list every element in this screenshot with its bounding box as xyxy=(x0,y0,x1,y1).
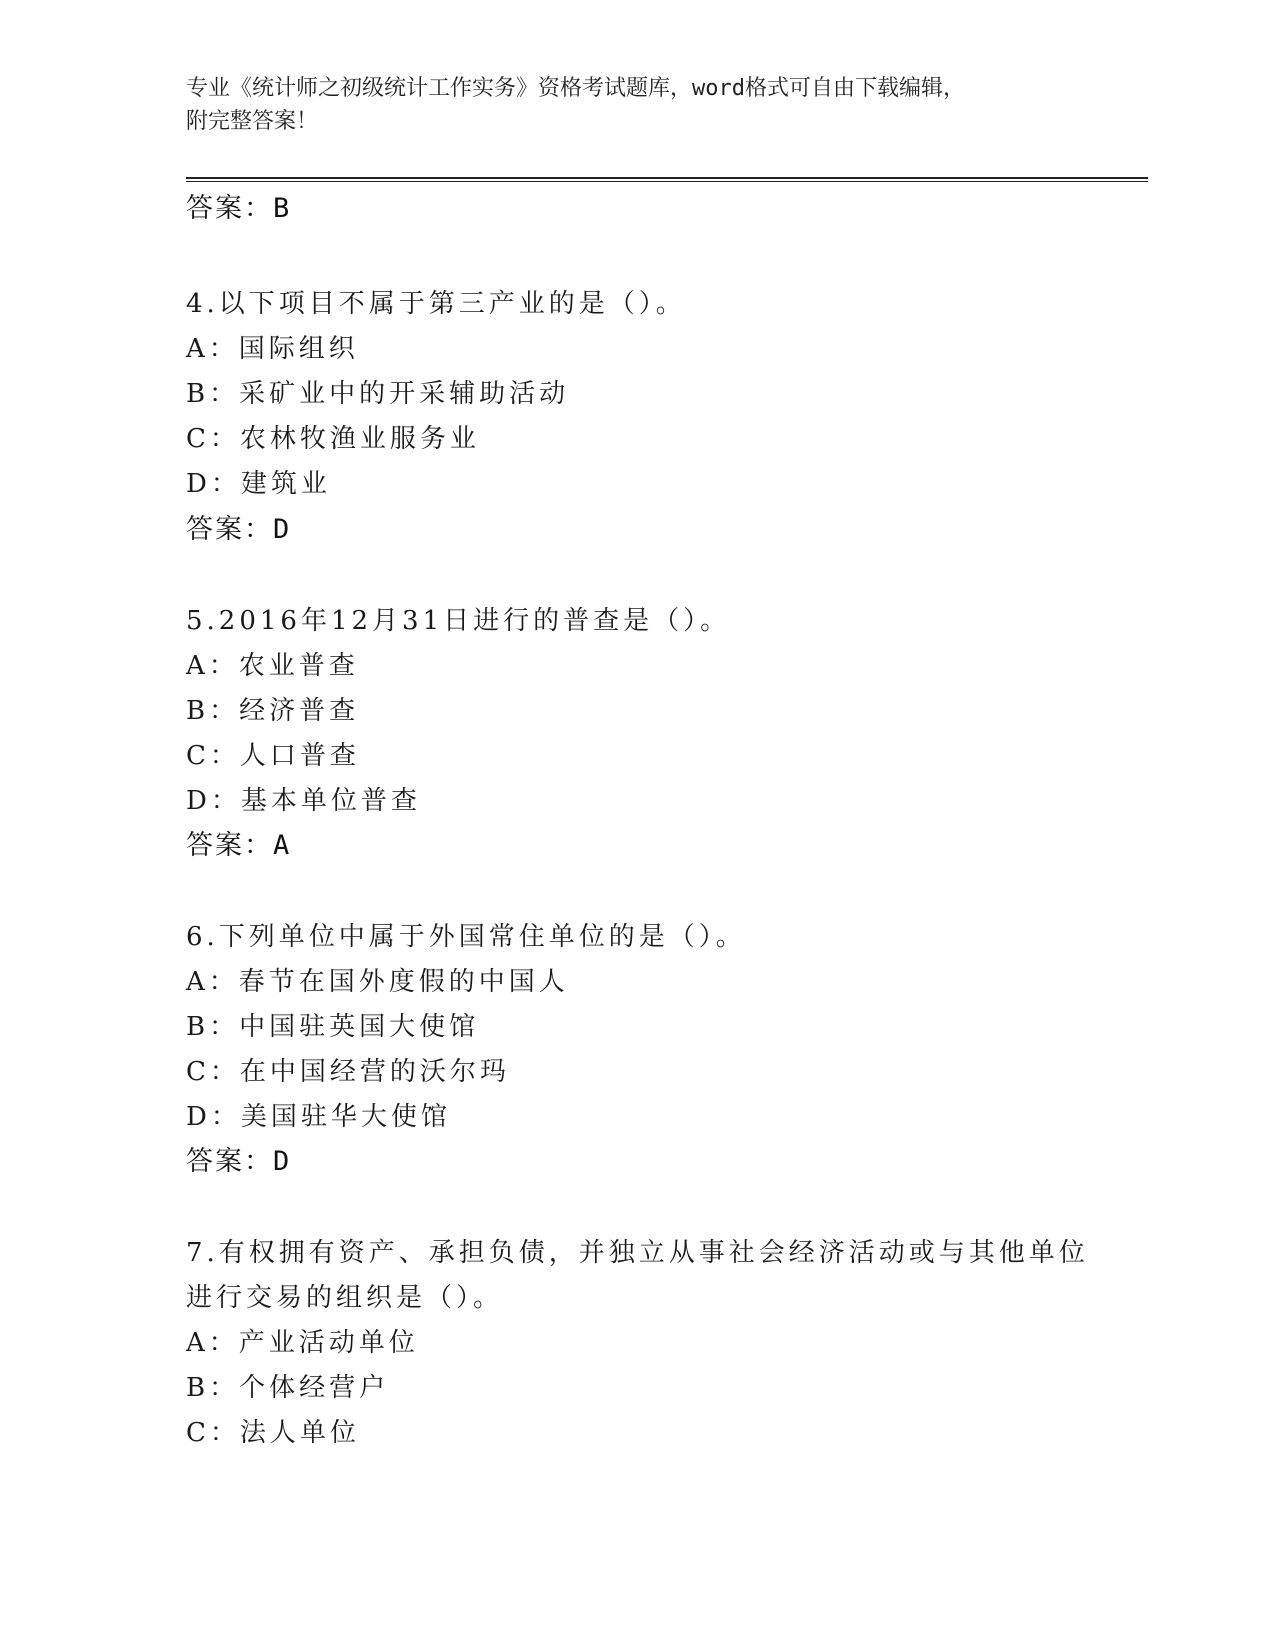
header-line-1: 专业《统计师之初级统计工作实务》资格考试题库，word格式可自由下载编辑， xyxy=(186,76,965,101)
question-6-answer: 答案：D xyxy=(186,1146,292,1177)
question-6-option-b: B：中国驻英国大使馆 xyxy=(186,1012,480,1042)
question-5-answer: 答案：A xyxy=(186,830,292,861)
question-4-option-d: D：建筑业 xyxy=(186,469,331,499)
question-6-option-c: C：在中国经营的沃尔玛 xyxy=(186,1057,510,1087)
question-5-option-a: A：农业普查 xyxy=(186,651,359,681)
question-5-option-b: B：经济普查 xyxy=(186,696,360,726)
question-6-option-d: D：美国驻华大使馆 xyxy=(186,1102,451,1132)
previous-answer: 答案：B xyxy=(186,193,292,224)
header-line-2: 附完整答案！ xyxy=(186,109,319,134)
header-divider-thin xyxy=(186,181,1148,182)
question-7-option-a: A：产业活动单位 xyxy=(186,1328,419,1358)
question-7-option-b: B：个体经营户 xyxy=(186,1373,390,1403)
document-header xyxy=(186,72,1066,138)
question-4-answer: 答案：D xyxy=(186,514,292,545)
question-5-stem: 5.2016年12月31日进行的普查是（）。 xyxy=(186,606,731,636)
question-7-option-c: C：法人单位 xyxy=(186,1418,360,1448)
question-7-stem-line-1: 7.有权拥有资产、承担负债，并独立从事社会经济活动或与其他单位 xyxy=(186,1238,1089,1268)
question-4-option-c: C：农林牧渔业服务业 xyxy=(186,424,480,454)
question-4-option-a: A：国际组织 xyxy=(186,334,359,364)
question-5-option-d: D：基本单位普查 xyxy=(186,786,421,816)
question-4-stem: 4.以下项目不属于第三产业的是（）。 xyxy=(186,289,686,319)
question-4-option-b: B：采矿业中的开采辅助活动 xyxy=(186,379,570,409)
question-5-option-c: C：人口普查 xyxy=(186,741,360,771)
question-6-option-a: A：春节在国外度假的中国人 xyxy=(186,967,569,997)
header-divider-thick xyxy=(186,177,1148,179)
question-6-stem: 6.下列单位中属于外国常住单位的是（）。 xyxy=(186,922,746,952)
question-7-stem-line-2: 进行交易的组织是（）。 xyxy=(186,1283,504,1313)
